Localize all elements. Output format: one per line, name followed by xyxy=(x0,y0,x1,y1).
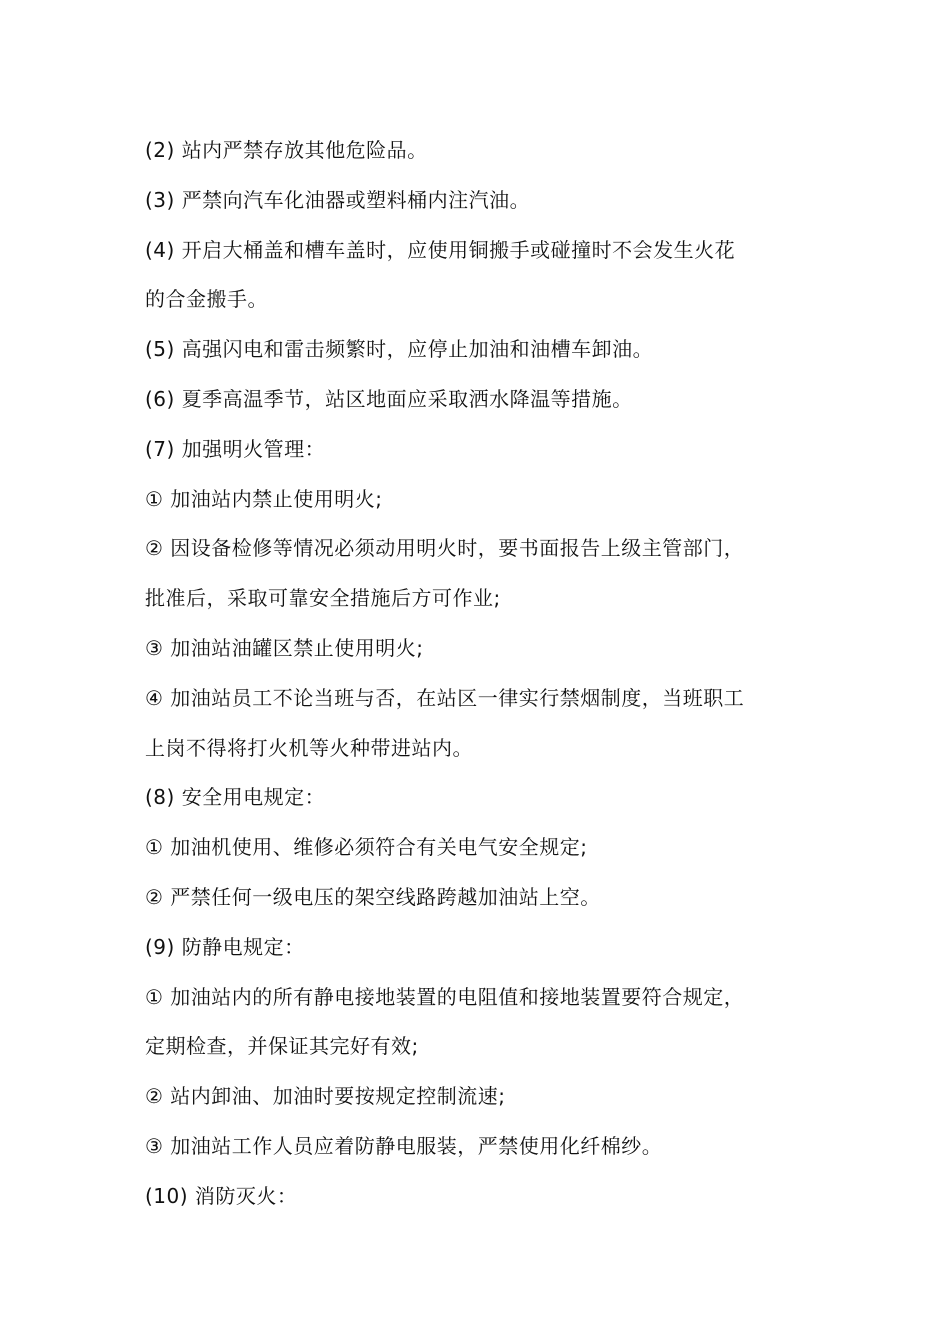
text-line: (5) 高强闪电和雷击频繁时，应停止加油和油槽车卸油。 xyxy=(145,337,654,362)
text-line: 的合金搬手。 xyxy=(145,287,268,312)
document-body xyxy=(145,126,810,1222)
text-line: 批准后，采取可靠安全措施后方可作业; xyxy=(145,586,501,611)
text-line: (7) 加强明火管理： xyxy=(145,436,326,461)
text-line: (9) 防静电规定： xyxy=(145,934,305,959)
text-line: ② 站内卸油、加油时要按规定控制流速; xyxy=(145,1084,506,1109)
text-line: (4) 开启大桶盖和槽车盖时，应使用铜搬手或碰撞时不会发生火花 xyxy=(145,237,736,262)
text-line: (6) 夏季高温季节，站区地面应采取洒水降温等措施。 xyxy=(145,386,633,411)
text-line: (8) 安全用电规定： xyxy=(145,785,326,810)
text-line: ③ 加油站油罐区禁止使用明火; xyxy=(145,635,424,660)
text-line: ① 加油机使用、维修必须符合有关电气安全规定; xyxy=(145,835,588,860)
text-line: ① 加油站内的所有静电接地装置的电阻值和接地装置要符合规定， xyxy=(145,984,745,1009)
text-line: (10) 消防灭火： xyxy=(145,1183,298,1208)
text-line: ① 加油站内禁止使用明火; xyxy=(145,486,383,511)
text-line: ③ 加油站工作人员应着防静电服装，严禁使用化纤棉纱。 xyxy=(145,1133,663,1158)
text-line: 上岗不得将打火机等火种带进站内。 xyxy=(145,735,473,760)
text-line: ④ 加油站员工不论当班与否，在站区一律实行禁烟制度，当班职工 xyxy=(145,685,745,710)
text-line: ② 因设备检修等情况必须动用明火时，要书面报告上级主管部门， xyxy=(145,536,745,561)
text-line: 定期检查，并保证其完好有效; xyxy=(145,1034,419,1059)
text-line: ② 严禁任何一级电压的架空线路跨越加油站上空。 xyxy=(145,884,601,909)
text-line: (3) 严禁向汽车化油器或塑料桶内注汽油。 xyxy=(145,187,531,212)
text-line: (2) 站内严禁存放其他危险品。 xyxy=(145,138,428,162)
